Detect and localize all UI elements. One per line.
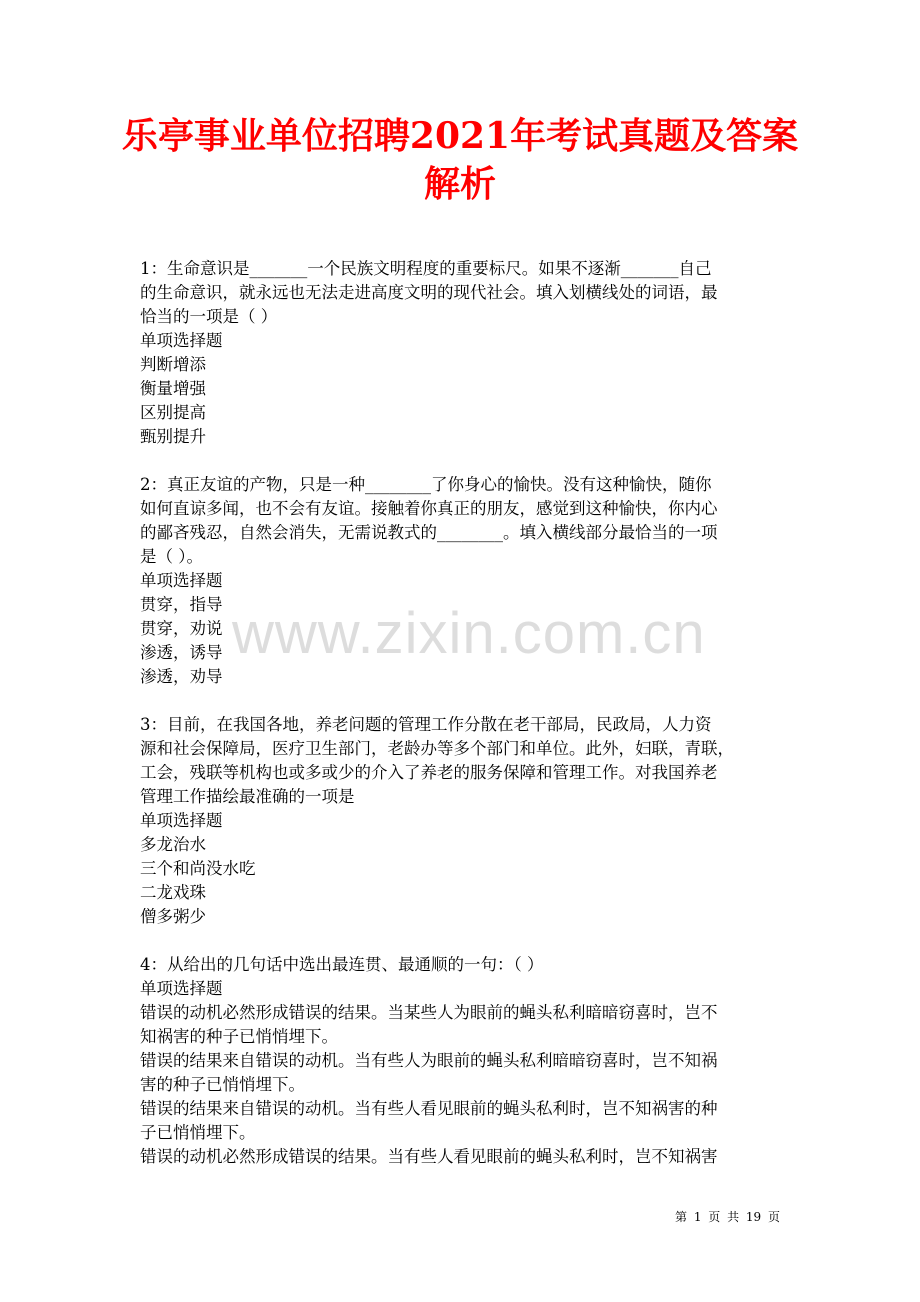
question-1-option-2: 衡量增强 xyxy=(140,379,206,398)
question-3-text-line-1: 3：目前，在我国各地，养老问题的管理工作分散在老干部局，民政局，人力资 xyxy=(140,715,712,734)
question-2-option-1: 贯穿，指导 xyxy=(140,595,223,614)
question-1-type: 单项选择题 xyxy=(140,331,223,350)
question-3-text-line-4: 管理工作描绘最准确的一项是 xyxy=(140,787,355,806)
question-list xyxy=(140,257,780,1193)
question-1-text-line-2: 的生命意识，就永远也无法走进高度文明的现代社会。填入划横线处的词语，最 xyxy=(140,283,718,302)
question-3-option-2: 三个和尚没水吃 xyxy=(140,859,256,878)
question-3 xyxy=(140,713,780,929)
question-1-option-3: 区别提高 xyxy=(140,403,206,422)
document-title xyxy=(120,112,800,208)
question-4-text-line-1: 4：从给出的几句话中选出最连贯、最通顺的一句：（ ） xyxy=(140,955,544,974)
question-1-option-4: 甄别提升 xyxy=(140,427,206,446)
title-line-2: 解析 xyxy=(423,163,496,205)
question-4-option-4-line-1: 错误的动机必然形成错误的结果。当有些人看见眼前的蝇头私利时，岂不知祸害 xyxy=(140,1147,718,1166)
question-1 xyxy=(140,257,780,449)
question-4-option-2-line-2: 害的种子已悄悄埋下。 xyxy=(140,1075,305,1094)
question-4-option-3-line-2: 子已悄悄埋下。 xyxy=(140,1123,256,1142)
question-4-type: 单项选择题 xyxy=(140,979,223,998)
question-2-option-2: 贯穿，劝说 xyxy=(140,619,223,638)
question-2-option-3: 渗透，诱导 xyxy=(140,643,223,662)
title-line-1: 乐亭事业单位招聘2021年考试真题及答案 xyxy=(121,115,799,157)
question-4-option-3-line-1: 错误的结果来自错误的动机。当有些人看见眼前的蝇头私利时，岂不知祸害的种 xyxy=(140,1099,718,1118)
question-2-type: 单项选择题 xyxy=(140,571,223,590)
question-4-option-2-line-1: 错误的结果来自错误的动机。当有些人为眼前的蝇头私利暗暗窃喜时，岂不知祸 xyxy=(140,1051,718,1070)
question-2-text-line-4: 是（ ）。 xyxy=(140,547,203,566)
watermark: www.zixin.com.cn xyxy=(232,601,706,666)
question-1-text-line-3: 恰当的一项是（ ） xyxy=(140,307,278,326)
question-1-option-1: 判断增添 xyxy=(140,355,206,374)
question-4-option-1-line-1: 错误的动机必然形成错误的结果。当某些人为眼前的蝇头私利暗暗窃喜时，岂不 xyxy=(140,1003,718,1022)
question-4-option-1-line-2: 知祸害的种子已悄悄埋下。 xyxy=(140,1027,338,1046)
question-1-text-line-1: 1：生命意识是_______一个民族文明程度的重要标尺。如果不逐渐_______自己 xyxy=(140,259,712,278)
question-3-type: 单项选择题 xyxy=(140,811,223,830)
question-3-option-1: 多龙治水 xyxy=(140,835,206,854)
question-3-text-line-2: 源和社会保障局，医疗卫生部门，老龄办等多个部门和单位。此外，妇联，青联， xyxy=(140,739,734,758)
question-3-option-3: 二龙戏珠 xyxy=(140,883,206,902)
question-4 xyxy=(140,953,780,1169)
question-2 xyxy=(140,473,780,689)
question-3-option-4: 僧多粥少 xyxy=(140,907,206,926)
page-number: 第 1 页 共 19 页 xyxy=(675,1210,780,1224)
question-2-text-line-3: 的鄙吝残忍，自然会消失，无需说教式的________。填入横线部分最恰当的一项 xyxy=(140,523,718,542)
question-2-text-line-2: 如何直谅多闻，也不会有友谊。接触着你真正的朋友，感觉到这种愉快，你内心 xyxy=(140,499,718,518)
question-2-text-line-1: 2：真正友谊的产物，只是一种________了你身心的愉快。没有这种愉快，随你 xyxy=(140,475,712,494)
question-3-text-line-3: 工会，残联等机构也或多或少的介入了养老的服务保障和管理工作。对我国养老 xyxy=(140,763,718,782)
question-2-option-4: 渗透，劝导 xyxy=(140,667,223,686)
